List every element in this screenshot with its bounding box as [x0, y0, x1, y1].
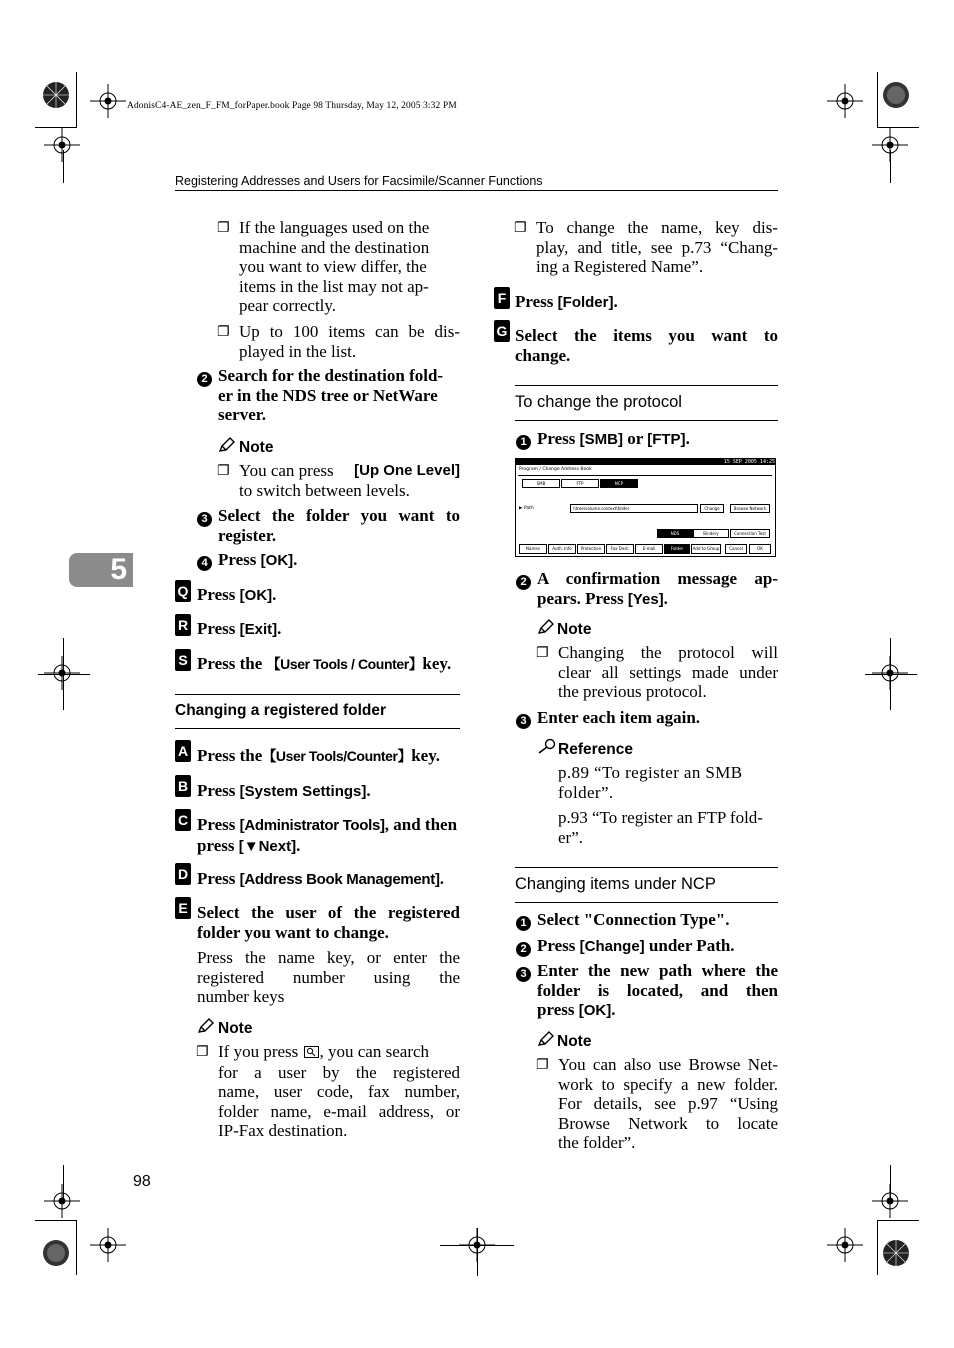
crosshair-icon	[44, 128, 84, 164]
step-number-icon	[197, 368, 212, 387]
running-head	[175, 174, 778, 191]
step-text: Enter each item again.	[537, 708, 701, 727]
step-box-icon	[494, 320, 510, 342]
text: pears. Press	[537, 588, 628, 608]
step-text	[197, 815, 460, 856]
text: .	[439, 869, 444, 888]
text: , you can search	[319, 1042, 430, 1061]
checkbox-bullet-icon: ❐	[514, 220, 527, 236]
line: register.	[218, 525, 277, 545]
text: or	[622, 429, 648, 448]
checkbox-bullet-icon: ❐	[217, 463, 230, 479]
section-heading	[515, 867, 778, 903]
ui-key-label: [Address Book Management]	[239, 871, 440, 888]
ui-key-label: [Up One Level]	[354, 462, 460, 479]
step-text	[197, 903, 460, 942]
step-number-icon	[197, 552, 212, 571]
line: folder you want to change.	[197, 922, 389, 942]
line: played in the list.	[239, 341, 357, 361]
step-text	[515, 292, 778, 313]
text: .	[685, 429, 690, 448]
line: Browse Network to locate	[558, 1113, 778, 1133]
line: Up to 100 items can be dis-	[239, 322, 460, 341]
section-title: Changing a registered folder	[175, 702, 387, 719]
checkbox-bullet-icon: ❐	[217, 220, 230, 236]
note-text	[558, 1055, 778, 1153]
line: To change the name, key dis-	[536, 218, 778, 237]
change-button[interactable]: Change	[700, 504, 724, 513]
path-label: ▶ Path	[519, 506, 534, 511]
line: Enter the new path where the	[537, 961, 778, 980]
text: Press the	[197, 654, 267, 673]
line: server.	[218, 405, 266, 424]
text: Press	[197, 815, 240, 834]
smb-button[interactable]: SMB	[522, 479, 560, 488]
step-box-icon	[175, 614, 191, 636]
text: , and then	[384, 815, 458, 834]
line: play, and title, see p.73 “Chang-	[536, 237, 778, 257]
reference-item	[558, 808, 778, 847]
note-heading: Note	[239, 439, 274, 456]
step-box-icon	[175, 897, 191, 919]
step-text	[197, 654, 460, 675]
note-text	[218, 1042, 460, 1141]
step-number-icon	[516, 963, 531, 982]
note-heading: Note	[557, 621, 592, 638]
crosshair-icon	[872, 128, 912, 164]
ui-key-label: [Exit]	[239, 621, 278, 638]
tab-folder[interactable]: Folder	[664, 544, 690, 554]
step-box-icon	[175, 863, 191, 885]
step-number: Q	[175, 580, 191, 602]
line: clear all settings made under	[558, 662, 778, 682]
line: registered number using the	[197, 967, 460, 987]
text: Press	[197, 619, 240, 638]
line: Changing the protocol will	[558, 643, 778, 662]
step-text	[197, 585, 460, 606]
note-text	[558, 643, 778, 702]
ui-key-label: [SMB]	[579, 431, 623, 448]
connection-test-button[interactable]: Connection Test	[730, 529, 770, 538]
reference-item	[558, 763, 778, 802]
text: Press	[515, 292, 558, 311]
step-text	[537, 936, 778, 957]
crosshair-icon	[827, 1228, 867, 1264]
ncp-button[interactable]: NCP	[600, 479, 638, 488]
step-number: 3	[516, 714, 531, 729]
step-text	[537, 961, 778, 1021]
note-pencil-icon	[537, 619, 555, 639]
text: You can press	[239, 461, 334, 480]
line: p.89 “To register an SMB	[558, 763, 743, 782]
note-heading: Note	[557, 1033, 592, 1050]
step-text	[218, 506, 460, 545]
step-number: 4	[197, 556, 212, 571]
text: press	[537, 1000, 579, 1019]
step-text	[197, 746, 460, 767]
step-number: A	[175, 740, 191, 762]
step-number: G	[494, 320, 510, 342]
control-panel-screenshot	[515, 458, 776, 557]
line: to switch between levels.	[239, 480, 410, 500]
text: Press	[537, 936, 580, 955]
step-number: 2	[197, 372, 212, 387]
line: Press the name key, or enter the	[197, 948, 460, 967]
tab-protection[interactable]: Protection	[577, 544, 605, 554]
tab-fax-dest[interactable]: Fax Dest.	[606, 544, 634, 554]
nds-button[interactable]: NDS	[657, 529, 693, 538]
registration-disc-icon	[878, 78, 918, 114]
step-text: Select "Connection Type".	[537, 910, 730, 929]
line: folder name, e-mail address, or	[218, 1101, 460, 1121]
line: pear correctly.	[239, 296, 337, 315]
section-title: Changing items under NCP	[515, 875, 716, 893]
section-title: To change the protocol	[515, 393, 682, 411]
line: the folder”.	[558, 1133, 636, 1152]
step-number-icon	[516, 710, 531, 729]
line: er in the NDS tree or NetWare	[218, 385, 438, 405]
crosshair-icon	[44, 1184, 84, 1220]
line: A confirmation message ap-	[537, 569, 778, 588]
step-number: 1	[516, 916, 531, 931]
crosshair-icon	[827, 84, 867, 120]
chapter-number: 5	[110, 553, 127, 586]
note-pencil-icon	[218, 437, 236, 457]
step-number: C	[175, 809, 191, 831]
text: .	[366, 781, 371, 800]
tab-names[interactable]: Names	[519, 544, 547, 554]
tab-add-to-group[interactable]: Add to Group	[691, 544, 721, 554]
text: Press the	[197, 746, 263, 765]
tab-auth-info[interactable]: Auth. Info	[548, 544, 576, 554]
step-text	[218, 550, 460, 571]
step-number: E	[175, 897, 191, 919]
step-number: F	[494, 287, 510, 309]
screen-title: Program / Change Address Book	[519, 467, 592, 472]
chapter-tab	[69, 553, 133, 587]
line: you want to view differ, the	[239, 257, 427, 276]
step-text	[197, 781, 460, 802]
step-number: 3	[516, 967, 531, 982]
registration-disc-icon	[38, 78, 78, 114]
checkbox-bullet-icon: ❐	[536, 645, 549, 661]
line: machine and the destination	[239, 237, 430, 257]
step-box-icon	[175, 580, 191, 602]
reference-magnifier-icon	[537, 738, 557, 758]
screen-tabs	[519, 544, 771, 553]
ui-key-label: [System Settings]	[239, 783, 367, 800]
browse-network-button[interactable]: Browse Network	[730, 504, 770, 513]
step-text	[218, 366, 460, 425]
line: folder is located, and then	[537, 980, 778, 1000]
ui-key-label: 【User Tools / Counter】	[266, 656, 423, 672]
step-number: B	[175, 775, 191, 797]
registration-disc-icon	[38, 1236, 78, 1272]
text: press	[197, 835, 239, 855]
step-number: 3	[197, 512, 212, 527]
list-item	[239, 322, 460, 361]
line: number keys	[197, 987, 285, 1006]
text: Press	[537, 429, 580, 448]
section-heading	[515, 385, 778, 421]
reference-heading: Reference	[558, 741, 633, 758]
ui-key-label: [Change]	[579, 938, 645, 955]
step-box-icon	[175, 740, 191, 762]
text: .	[611, 1000, 616, 1019]
line: IP-Fax destination.	[218, 1121, 348, 1140]
line: name, user code, fax number,	[218, 1082, 460, 1101]
line: If the languages used on the	[239, 218, 430, 237]
ui-key-label: [OK]	[239, 587, 273, 604]
line: ing a Registered Name”.	[536, 257, 704, 276]
step-number-icon	[516, 938, 531, 957]
ui-key-label: [Administrator Tools]	[239, 817, 385, 834]
line: folder”.	[558, 782, 614, 802]
checkbox-bullet-icon: ❐	[196, 1044, 209, 1060]
step-text	[197, 619, 460, 640]
line: You can also use Browse Net-	[558, 1055, 778, 1074]
line: for a user by the registered	[218, 1062, 460, 1082]
text: key.	[422, 654, 452, 673]
line: Select the folder you want to	[218, 506, 460, 525]
running-head-text: Registering Addresses and Users for Facsimile/Scanner Functions	[175, 174, 543, 188]
step-number-icon	[516, 571, 531, 590]
text: Press	[197, 585, 240, 604]
checkbox-bullet-icon: ❐	[217, 324, 230, 340]
bindery-button[interactable]: Bindery	[693, 529, 729, 538]
list-item	[536, 218, 778, 277]
step-text	[197, 869, 460, 890]
text: .	[277, 619, 282, 638]
step-number: 2	[516, 942, 531, 957]
line: change.	[515, 345, 571, 365]
step-number-icon	[197, 508, 212, 527]
text: .	[293, 550, 298, 569]
ui-key-label: [OK]	[260, 552, 294, 569]
line: For details, see p.97 “Using	[558, 1094, 778, 1113]
note-pencil-icon	[537, 1031, 555, 1051]
text: Press	[197, 781, 240, 800]
note-heading: Note	[218, 1020, 253, 1037]
step-number: R	[175, 614, 191, 636]
text: .	[613, 292, 618, 311]
tab-email[interactable]: E-mail	[635, 544, 663, 554]
text: key.	[411, 746, 440, 765]
text: If you press	[218, 1042, 303, 1061]
step-box-icon	[494, 287, 510, 309]
line: Select the items you want to	[515, 326, 778, 345]
crosshair-icon	[90, 84, 130, 120]
ui-key-label: [▼Next]	[238, 837, 297, 855]
search-key-icon	[304, 1043, 319, 1063]
ui-key-label: 【User Tools/Counter】	[262, 748, 412, 764]
step-box-icon	[175, 775, 191, 797]
print-slug: AdonisC4-AE_zen_F_FM_forPaper.book Page 98 Thursday, May 12, 2005 3:32 PM	[127, 101, 457, 111]
screen-clock: 15 SEP 2005 14:25	[516, 459, 775, 465]
step-box-icon	[175, 809, 191, 831]
step-number-icon	[516, 431, 531, 450]
cancel-button[interactable]: Cancel	[725, 544, 747, 554]
line: Select the user of the registered	[197, 903, 460, 922]
line: er”.	[558, 827, 584, 847]
step-number: 1	[516, 435, 531, 450]
line: p.93 “To register an FTP fold-	[558, 808, 763, 827]
step-number: S	[175, 649, 191, 671]
text: .	[663, 588, 668, 608]
step-text	[537, 569, 778, 609]
step-number-icon	[516, 912, 531, 931]
text: .	[272, 585, 277, 604]
line: work to specify a new folder.	[558, 1074, 778, 1094]
page-number: 98	[133, 1173, 151, 1190]
line: the previous protocol.	[558, 682, 707, 701]
ui-key-label: [Folder]	[557, 294, 614, 311]
ui-key-label: [OK]	[578, 1002, 612, 1019]
checkbox-bullet-icon: ❐	[536, 1057, 549, 1073]
note-text	[239, 461, 460, 500]
list-item	[239, 218, 460, 316]
path-field[interactable]: \\tree\volume.context\folder	[570, 504, 698, 513]
crosshair-icon	[872, 1184, 912, 1220]
registration-disc-icon	[878, 1236, 918, 1272]
crosshair-icon	[90, 1228, 130, 1264]
step-text	[537, 429, 778, 450]
step-number: D	[175, 863, 191, 885]
text: under Path.	[644, 936, 735, 955]
ok-button[interactable]: OK	[749, 544, 771, 554]
ftp-button[interactable]: FTP	[561, 479, 599, 488]
step-body	[197, 948, 460, 1007]
ui-key-label: [FTP]	[647, 431, 686, 448]
note-pencil-icon	[197, 1018, 215, 1038]
step-number: 2	[516, 575, 531, 590]
ui-key-label: [Yes]	[627, 590, 664, 608]
step-box-icon	[175, 649, 191, 671]
text: Press	[197, 869, 240, 888]
section-heading	[175, 694, 460, 729]
crosshair-icon	[459, 1228, 499, 1264]
text: Press	[218, 550, 261, 569]
line: items in the list may not ap-	[239, 276, 429, 296]
line: Search for the destination fold-	[218, 366, 444, 385]
step-text	[515, 326, 778, 365]
text: .	[296, 835, 301, 855]
